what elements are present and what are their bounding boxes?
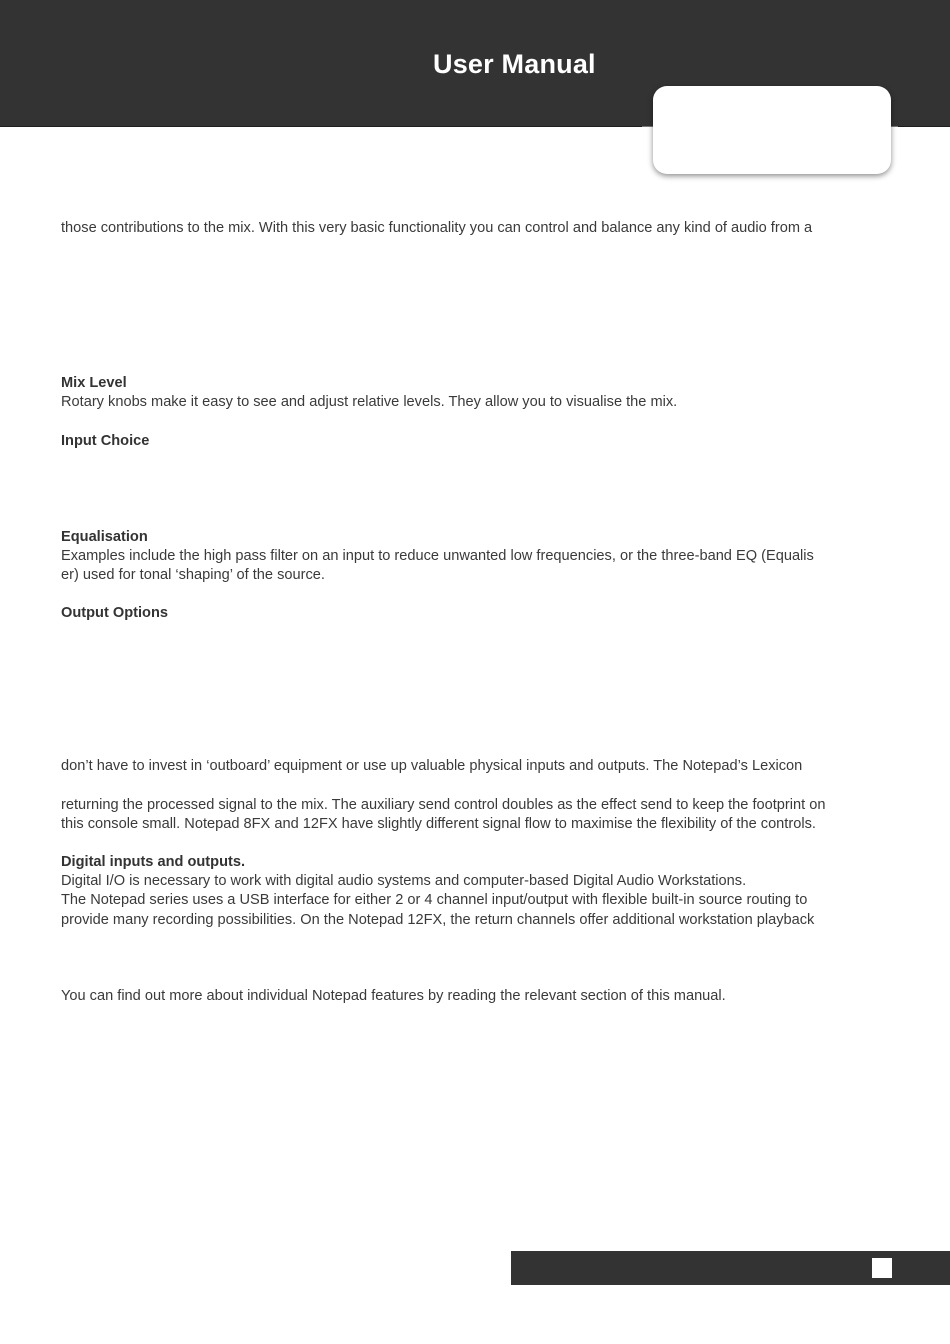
body-text-line: The Notepad series uses a USB interface for either 2 or 4 channel input/output with flexible built-in source routing to <box>61 892 808 908</box>
body-text-line: Examples include the high pass filter on an input to reduce unwanted low frequencies, or the three-band EQ (Equalis <box>61 548 814 564</box>
body-text-line: this console small. Notepad 8FX and 12FX have slightly different signal flow to maximise the flexibility of the controls. <box>61 816 816 832</box>
header-tab-box <box>653 86 891 174</box>
body-text-line: You can find out more about individual Notepad features by reading the relevant section of this manual. <box>61 988 726 1004</box>
body-text-line: Digital I/O is necessary to work with digital audio systems and computer-based Digital Audio Workstations. <box>61 873 747 889</box>
body-text-line: those contributions to the mix. With this very basic functionality you can control and balance any kind of audio from a <box>61 220 813 236</box>
section-heading-input-choice: Input Choice <box>61 433 150 449</box>
body-text-line: don’t have to invest in ‘outboard’ equipment or use up valuable physical inputs and outputs. The Notepad’s Lexicon <box>61 758 803 774</box>
section-heading-equalisation: Equalisation <box>61 529 148 545</box>
body-text-line: provide many recording possibilities. On the Notepad 12FX, the return channels offer additional workstation playback <box>61 912 815 928</box>
body-text-line: returning the processed signal to the mix. The auxiliary send control doubles as the effect send to keep the footprint on <box>61 797 826 813</box>
section-heading-mix-level: Mix Level <box>61 375 127 391</box>
header-title: User Manual <box>433 49 596 79</box>
body-text-line: er) used for tonal ‘shaping’ of the source. <box>61 567 325 583</box>
page-number-box <box>872 1258 892 1278</box>
section-heading-output-options: Output Options <box>61 605 168 621</box>
section-heading-digital-io: Digital inputs and outputs. <box>61 854 246 870</box>
body-text-line: Rotary knobs make it easy to see and adjust relative levels. They allow you to visualise the mix. <box>61 394 678 410</box>
